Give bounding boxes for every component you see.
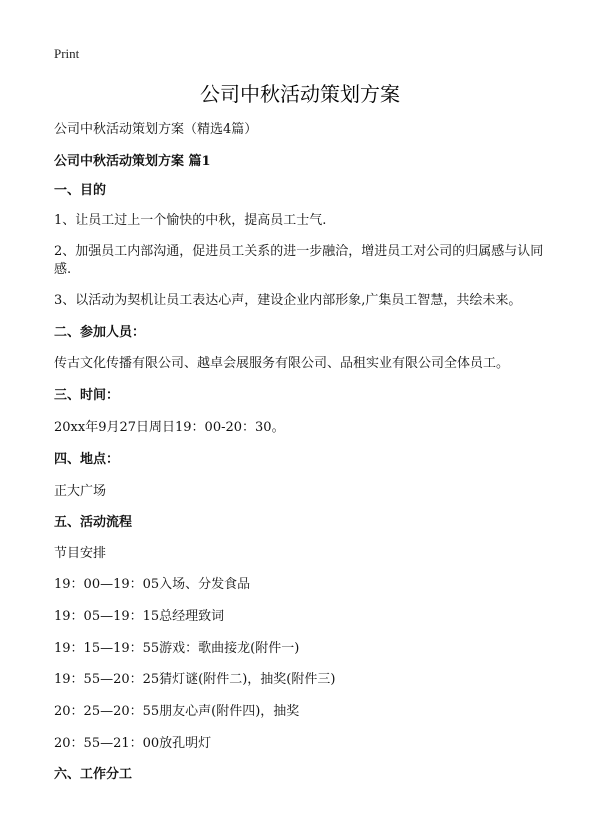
process-intro: 节目安排 [54, 546, 107, 561]
location-text: 正大广场 [54, 484, 107, 499]
schedule-item: 20：25—20：55朋友心声(附件四)，抽奖 [54, 704, 300, 719]
schedule-item: 19：15—19：55游戏：歌曲接龙(附件一) [54, 641, 300, 656]
section-heading-time: 三、时间： [54, 388, 120, 403]
goal-item: 3、以活动为契机让员工表达心声，建设企业内部形象,广集员工智慧，共绘未来。 [54, 293, 522, 308]
schedule-item: 19：55—20：25猜灯谜(附件二)，抽奖(附件三) [54, 672, 336, 687]
section-heading-participants: 二、参加人员： [54, 325, 146, 340]
print-label: Print [54, 46, 80, 61]
article-heading: 公司中秋活动策划方案 篇1 [54, 154, 211, 169]
section-heading-goal: 一、目的 [54, 183, 107, 198]
section-heading-location: 四、地点： [54, 452, 120, 467]
section-heading-process: 五、活动流程 [54, 515, 133, 530]
section-heading-division: 六、工作分工 [54, 767, 133, 782]
participants-text: 传古文化传播有限公司、越卓会展服务有限公司、品租实业有限公司全体员工。 [54, 356, 510, 371]
schedule-item: 19：05—19：15总经理致词 [54, 609, 225, 624]
goal-item: 2、加强员工内部沟通，促进员工关系的进一步融洽，增进员工对公司的归属感与认同感. [54, 244, 544, 277]
time-text: 20xx年9月27日周日19：00-20：30。 [54, 420, 285, 435]
goal-item: 1、让员工过上一个愉快的中秋，提高员工士气. [54, 213, 327, 228]
document-subtitle: 公司中秋活动策划方案（精选4篇） [54, 122, 258, 137]
document-title: 公司中秋活动策划方案 [200, 82, 400, 106]
schedule-item: 19：00—19：05入场、分发食品 [54, 577, 251, 592]
schedule-item: 20：55—21：00放孔明灯 [54, 736, 212, 751]
